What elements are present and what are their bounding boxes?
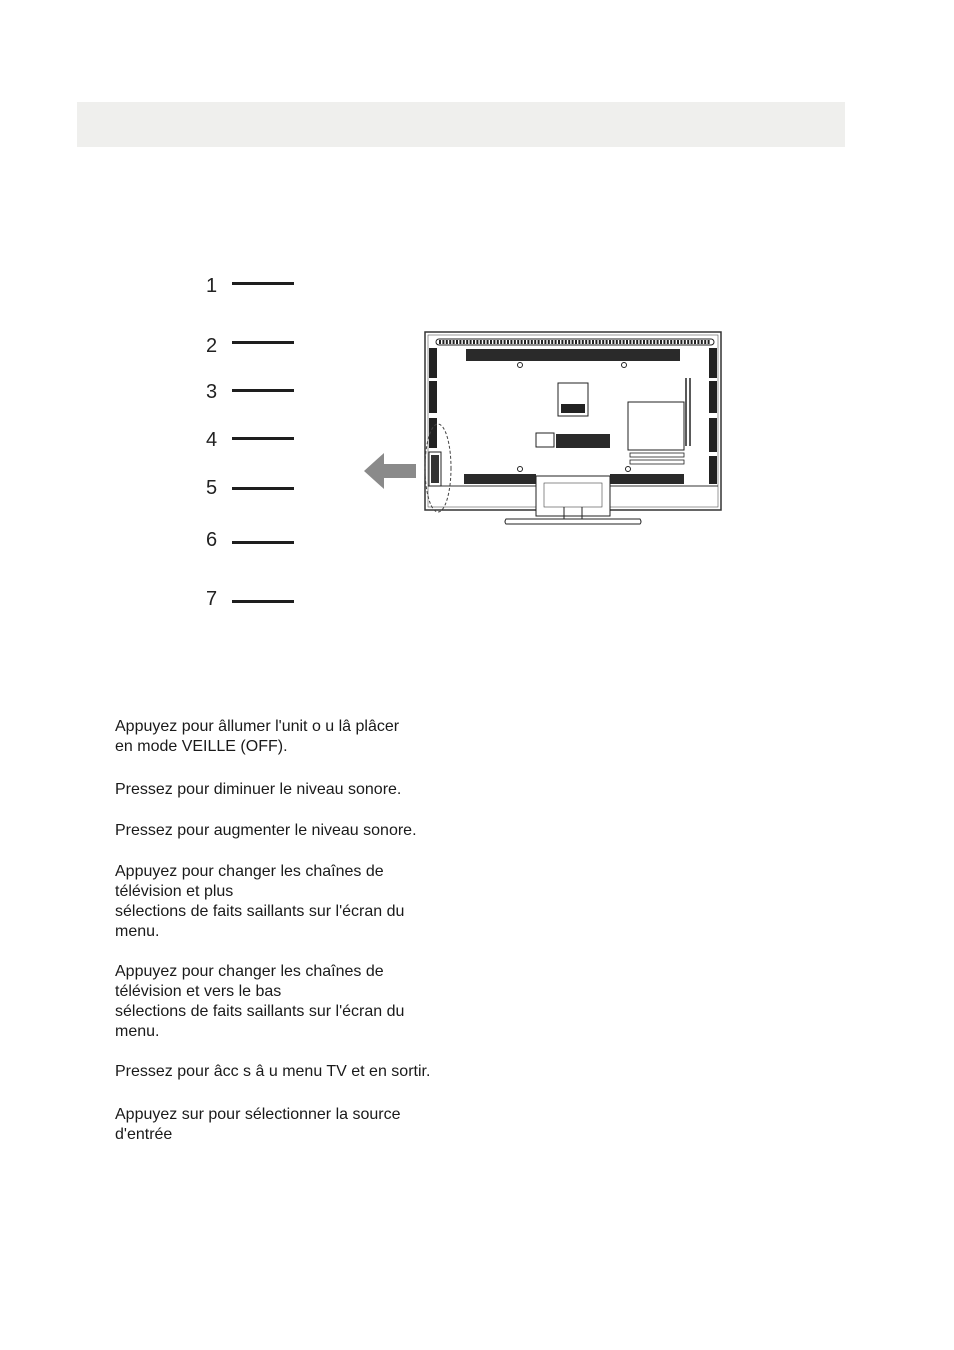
tv-rear-view-diagram [360,328,730,530]
callout-line-4 [232,437,294,440]
callout-line-7 [232,600,294,603]
callout-line-1 [232,282,294,285]
description-7: Appuyez sur pour sélectionner la source d'entrée [115,1106,401,1143]
callout-number-3: 3 [206,381,218,403]
callout-number-1: 1 [206,275,218,297]
description-5: Appuyez pour changer les chaînes de télévision et vers le bas sélections de faits saillants sur l'écran du menu. [115,963,405,1040]
description-2: Pressez pour diminuer le niveau sonore. [115,781,402,798]
callout-line-3 [232,389,294,392]
callout-line-6 [232,541,294,544]
callout-line-2 [232,341,294,344]
pointer-arrow-icon [364,453,416,489]
description-3: Pressez pour augmenter le niveau sonore. [115,822,417,839]
description-4: Appuyez pour changer les chaînes de télévision et plus sélections de faits saillants sur l'écran du menu. [115,863,405,940]
section-header-band [77,102,845,147]
tv-stand-base [505,519,641,524]
description-6: Pressez pour âcc s â u menu TV et en sortir. [115,1063,431,1080]
description-1: Appuyez pour âllumer l'unit o u lâ plâcer en mode VEILLE (OFF). [115,718,400,755]
callout-number-5: 5 [206,477,218,499]
callout-line-5 [232,487,294,490]
callout-number-2: 2 [206,335,218,357]
callout-number-6: 6 [206,529,218,551]
callout-number-7: 7 [206,588,218,610]
callout-number-4: 4 [206,429,218,451]
